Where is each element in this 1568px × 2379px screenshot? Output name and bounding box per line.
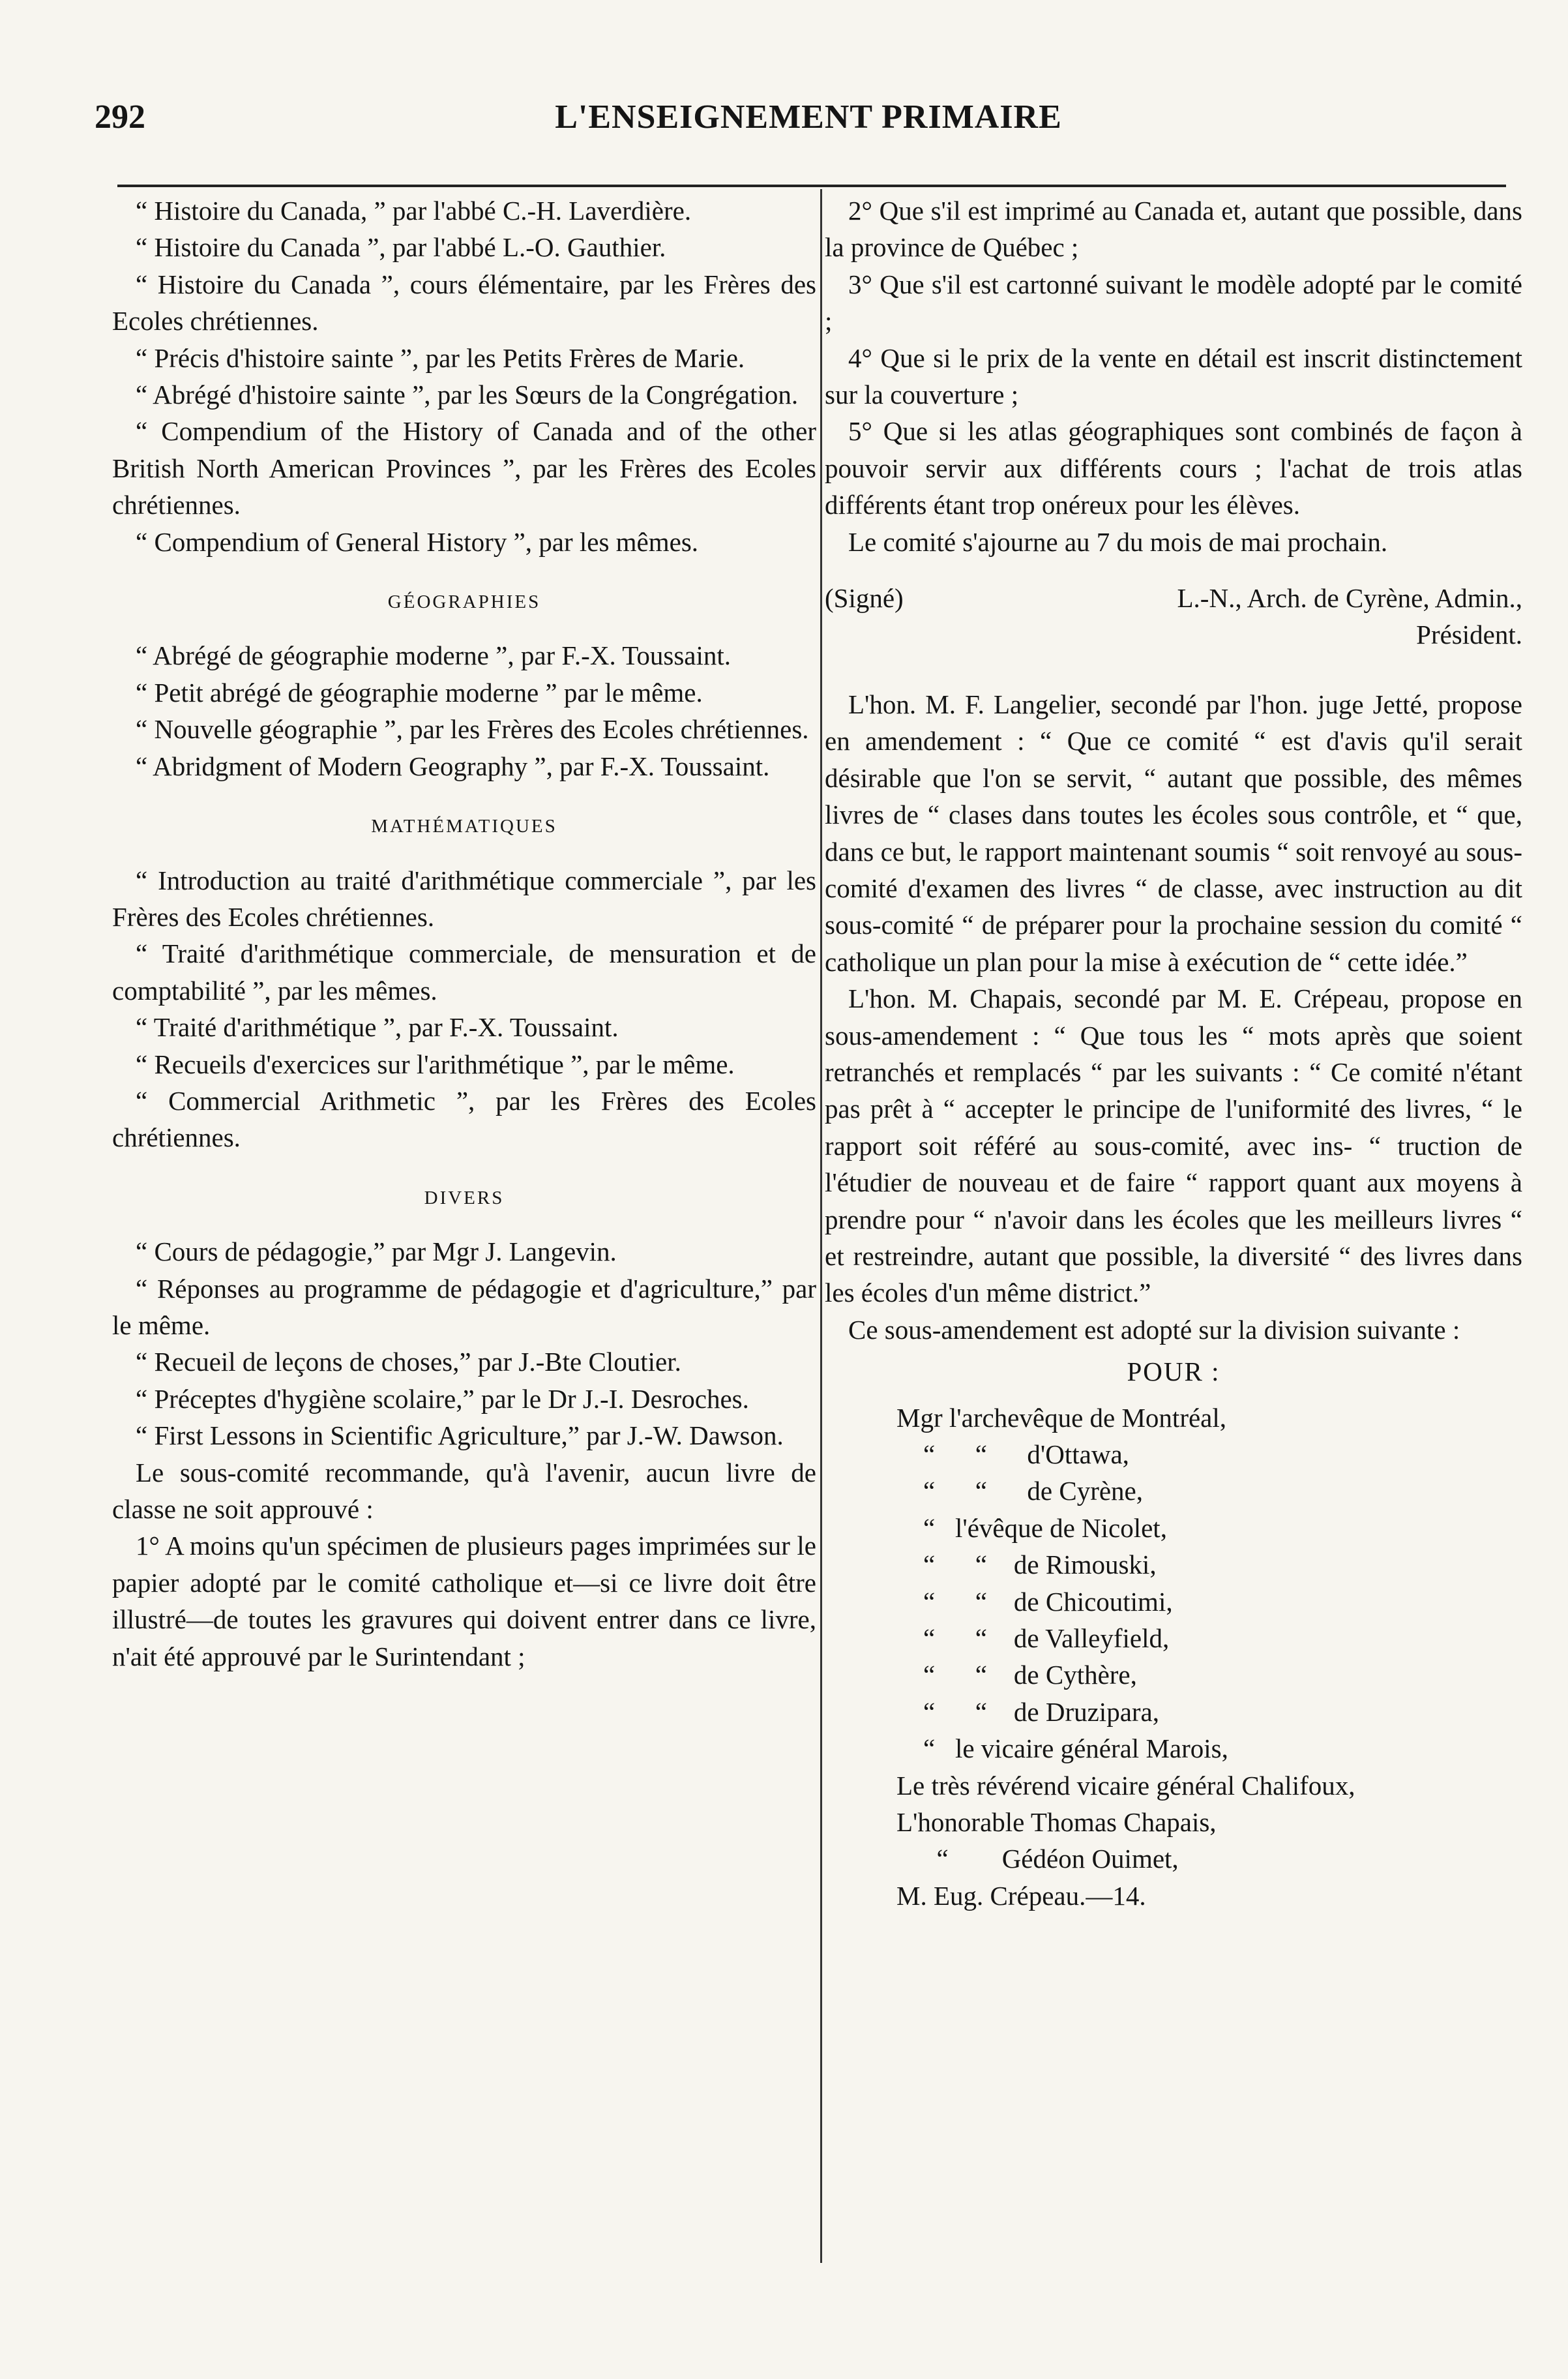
history-item: “ Histoire du Canada, ” par l'abbé C.-H. Laverdière. — [136, 196, 692, 226]
condition-paragraph: 4° Que si le prix de la vente en détail est inscrit distinctement sur la couverture ; — [825, 342, 1522, 410]
vote-list-item: “ l'évêque de Nicolet, — [896, 1512, 1167, 1543]
vote-list-item: “ “ de Rimouski, — [896, 1549, 1157, 1580]
page-header — [95, 98, 1522, 143]
geography-item: “ Nouvelle géographie ”, par les Frères des Ecoles chrétiennes. — [136, 714, 809, 745]
vote-list-item: Mgr l'archevêque de Montréal, — [896, 1402, 1227, 1433]
adjournment-paragraph: Le comité s'ajourne au 7 du mois de mai prochain. — [848, 526, 1388, 557]
signed-title: Président. — [1416, 620, 1522, 650]
left-column — [112, 192, 816, 1675]
misc-item: “ First Lessons in Scientific Agriculture,” par J.-W. Dawson. — [136, 1420, 784, 1451]
vote-list-item: L'honorable Thomas Chapais, — [896, 1807, 1217, 1838]
vote-list-item: “ “ de Valleyfield, — [896, 1623, 1170, 1654]
adopted-paragraph: Ce sous-amendement est adopté sur la division suivante : — [848, 1314, 1460, 1345]
header-rule — [117, 185, 1506, 187]
math-item: “ Traité d'arithmétique ”, par F.-X. Toussaint. — [136, 1012, 619, 1043]
signed-label: (Signé) — [825, 583, 904, 614]
math-item: “ Introduction au traité d'arithmétique commerciale ”, par les Frères des Ecoles chrétiennes. — [112, 865, 816, 932]
page-number: 292 — [95, 98, 145, 136]
history-item: “ Histoire du Canada ”, par l'abbé L.-O. Gauthier. — [136, 232, 666, 263]
vote-list — [825, 1399, 1522, 1915]
sub-amendment-paragraph: L'hon. M. Chapais, secondé par M. E. Crépeau, propose en sous-amendement : “ Que tous les “ mots après que soient retranchés et remplacés “ par les suivants : “ Ce comité n'étant pas prêt à “ accepter le principe de l'uniformité des livres, “ le rapport soit référé au sous-comité, avec ins- “ truction de l'étudier de nouveau et de faire “ rapport quant aux moyens à prendre pour “ n'avoir dans les écoles que les meilleurs livres “ et restreindre, autant que possible, la diversité “ des livres dans les écoles d'un même district.” — [825, 983, 1522, 1308]
history-item: “ Histoire du Canada ”, cours élémentaire, par les Frères des Ecoles chrétiennes. — [112, 269, 816, 337]
misc-item: “ Recueil de leçons de choses,” par J.-Bte Cloutier. — [136, 1347, 681, 1377]
misc-item: “ Préceptes d'hygiène scolaire,” par le Dr J.-I. Desroches. — [136, 1383, 749, 1414]
math-item: “ Traité d'arithmétique commerciale, de mensuration et de comptabilité ”, par les mêmes. — [112, 938, 816, 1006]
running-title: L'ENSEIGNEMENT PRIMAIRE — [555, 98, 1062, 136]
geography-item: “ Abrégé de géographie moderne ”, par F.-X. Toussaint. — [136, 640, 732, 671]
history-item: “ Abrégé d'histoire sainte ”, par les Sœurs de la Congrégation. — [136, 380, 799, 410]
recommendation-intro: Le sous-comité recommande, qu'à l'avenir, aucun livre de classe ne soit approuvé : — [112, 1457, 816, 1524]
vote-list-item: “ Gédéon Ouimet, — [896, 1844, 1179, 1874]
right-column — [825, 192, 1522, 1914]
condition-paragraph: 2° Que s'il est imprimé au Canada et, autant que possible, dans la province de Québec ; — [825, 196, 1522, 263]
amendment-paragraph: L'hon. M. F. Langelier, secondé par l'hon. juge Jetté, propose en amendement : “ Que ce comité “ est d'avis qu'il serait désirable que l'on se servit, “ autant que possible, des mêmes livres de “ clases dans toutes les écoles sous contrôle, et “ que, dans ce but, le rapport maintenant soumis “ soit renvoyé au sous-comité d'examen des livres “ de classe, avec instruction au dit sous-comité “ de préparer pour la prochaine session du comité “ catholique un plan pour la mise à exécution de “ cette idée.” — [825, 689, 1522, 977]
vote-list-item: M. Eug. Crépeau.—14. — [896, 1880, 1146, 1911]
vote-list-item: “ le vicaire général Marois, — [896, 1733, 1228, 1764]
misc-item: “ Cours de pédagogie,” par Mgr J. Langevin. — [136, 1236, 617, 1267]
signed-name: L.-N., Arch. de Cyrène, Admin., — [1177, 583, 1522, 614]
geography-section-title: GÉOGRAPHIES — [387, 591, 541, 613]
vote-list-item: “ “ de Cythère, — [896, 1660, 1137, 1690]
history-item: “ Compendium of the History of Canada and of the other British North American Provinces ”, par les Frères des Ecoles chrétiennes. — [112, 416, 816, 520]
misc-item: “ Réponses au programme de pédagogie et d'agriculture,” par le même. — [112, 1273, 816, 1340]
vote-list-item: “ “ de Cyrène, — [896, 1476, 1143, 1506]
condition-paragraph: 3° Que s'il est cartonné suivant le modèle adopté par le comité ; — [825, 269, 1522, 337]
condition-paragraph: 1° A moins qu'un spécimen de plusieurs pages imprimées sur le papier adopté par le comité catholique et—si ce livre doit être illustré—de toutes les gravures qui doivent entrer dans ce livre, n'ait été approuvé par le Surintendant ; — [112, 1531, 816, 1671]
geography-item: “ Abridgment of Modern Geography ”, par F.-X. Toussaint. — [136, 751, 770, 781]
vote-list-item: “ “ de Druzipara, — [896, 1696, 1159, 1727]
history-item: “ Compendium of General History ”, par les mêmes. — [136, 526, 699, 557]
condition-paragraph: 5° Que si les atlas géographiques sont combinés de façon à pouvoir servir aux différents cours ; l'achat de trois atlas différents étant trop onéreux pour les élèves. — [825, 416, 1522, 520]
vote-list-item: “ “ de Chicoutimi, — [896, 1586, 1173, 1617]
vote-title: POUR : — [1127, 1356, 1220, 1387]
math-item: “ Recueils d'exercices sur l'arithmétique ”, par le même. — [136, 1049, 735, 1079]
misc-section-title: DIVERS — [424, 1187, 505, 1208]
signature-line — [825, 580, 1522, 616]
geography-item: “ Petit abrégé de géographie moderne ” par le même. — [136, 677, 703, 708]
vote-list-item: “ “ d'Ottawa, — [896, 1439, 1129, 1469]
history-item: “ Précis d'histoire sainte ”, par les Petits Frères de Marie. — [136, 342, 745, 373]
math-section-title: MATHÉMATIQUES — [371, 816, 557, 837]
column-divider — [820, 189, 822, 2263]
vote-list-item: Le très révérend vicaire général Chalifoux, — [896, 1770, 1355, 1801]
math-item: “ Commercial Arithmetic ”, par les Frères des Ecoles chrétiennes. — [112, 1085, 816, 1153]
